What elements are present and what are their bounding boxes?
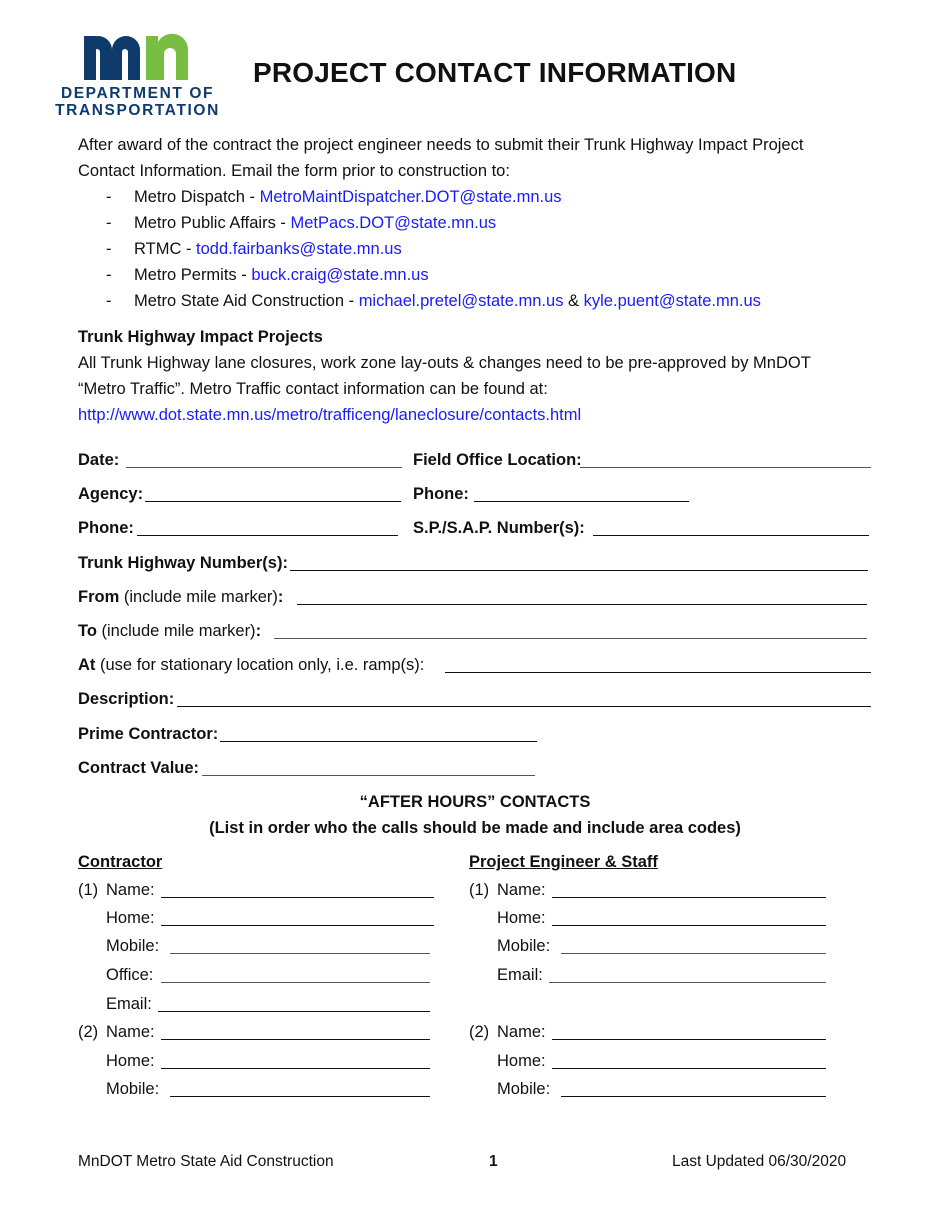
dash: -: [106, 266, 112, 284]
date-field[interactable]: [126, 467, 402, 468]
contractor-mobile-2-field[interactable]: [170, 1096, 430, 1097]
phone-2-label: Phone:: [78, 519, 134, 537]
contractor-number-2: (2): [78, 1023, 99, 1041]
to-field[interactable]: [274, 638, 867, 639]
recipient-label: Metro Dispatch -: [134, 188, 260, 206]
contractor-home-2-field[interactable]: [161, 1068, 430, 1069]
engineer-mobile-2-label: Mobile:: [497, 1080, 551, 1098]
phone-2-field[interactable]: [137, 535, 398, 536]
intro-line-2: Contact Information. Email the form prior to construction to:: [78, 162, 510, 180]
email-link[interactable]: todd.fairbanks@state.mn.us: [196, 240, 402, 258]
engineer-home-1-field[interactable]: [552, 925, 826, 926]
from-label: [78, 588, 283, 607]
after-hours-title: “AFTER HOURS” CONTACTS: [359, 793, 591, 811]
agency-field[interactable]: [145, 501, 401, 502]
contractor-name-2-field[interactable]: [161, 1039, 430, 1040]
dash: -: [106, 292, 112, 310]
contractor-mobile-1-label: Mobile:: [106, 937, 160, 955]
contacts-url-link[interactable]: http://www.dot.state.mn.us/metro/trafficeng/laneclosure/contacts.html: [78, 406, 582, 424]
engineer-mobile-1-label: Mobile:: [497, 937, 551, 955]
recipient-label: Metro Permits -: [134, 266, 252, 284]
page-number: 1: [489, 1153, 498, 1170]
contractor-email-1-label: Email:: [106, 995, 152, 1013]
contractor-mobile-2-label: Mobile:: [106, 1080, 160, 1098]
engineer-mobile-2-field[interactable]: [561, 1096, 826, 1097]
to-colon: :: [255, 622, 262, 640]
at-field[interactable]: [445, 672, 871, 673]
email-link[interactable]: MetPacs.DOT@state.mn.us: [290, 214, 497, 232]
engineer-home-1-label: Home:: [497, 909, 546, 927]
contractor-heading: Contractor: [78, 853, 163, 871]
recipient-label: RTMC -: [134, 240, 197, 258]
engineer-name-1-label: Name:: [497, 881, 546, 899]
phone-label: Phone:: [413, 485, 469, 503]
to-label: [78, 622, 261, 641]
engineer-home-2-field[interactable]: [552, 1068, 826, 1069]
list-item: [78, 236, 761, 262]
trunk-heading: Trunk Highway Impact Projects: [78, 328, 323, 346]
prime-contractor-label: Prime Contractor:: [78, 725, 219, 743]
description-field[interactable]: [177, 706, 871, 707]
description-label: Description:: [78, 690, 175, 708]
list-item: [78, 210, 761, 236]
list-item: [78, 288, 761, 314]
logo-text-department: DEPARTMENT OF: [60, 85, 215, 102]
trunk-line-2: “Metro Traffic”. Metro Traffic contact information can be found at:: [78, 380, 548, 398]
phone-field[interactable]: [474, 501, 689, 502]
mndot-logo: [50, 28, 225, 123]
trunk-numbers-field[interactable]: [290, 570, 868, 571]
engineer-name-2-field[interactable]: [552, 1039, 826, 1040]
contractor-number-1: (1): [78, 881, 99, 899]
trunk-numbers-label: Trunk Highway Number(s):: [78, 554, 288, 572]
at-label: [78, 656, 424, 675]
footer-left: MnDOT Metro State Aid Construction: [78, 1153, 334, 1170]
email-link[interactable]: michael.pretel@state.mn.us: [358, 292, 564, 310]
engineer-number-2: (2): [469, 1023, 490, 1041]
email-link[interactable]: buck.craig@state.mn.us: [251, 266, 429, 284]
engineer-email-1-label: Email:: [497, 966, 543, 984]
engineer-heading: Project Engineer & Staff: [469, 853, 658, 871]
email-joiner: &: [563, 292, 584, 310]
contractor-email-1-field[interactable]: [158, 1011, 430, 1012]
from-rest: (include mile marker): [119, 588, 278, 606]
after-hours-subtitle: (List in order who the calls should be made and include area codes): [209, 819, 741, 837]
contractor-mobile-1-field[interactable]: [170, 953, 430, 954]
agency-label: Agency:: [78, 485, 144, 503]
at-rest: (use for stationary location only, i.e. ramp(s):: [95, 656, 425, 674]
prime-contractor-field[interactable]: [220, 741, 537, 742]
contractor-home-1-field[interactable]: [161, 925, 434, 926]
dash: -: [106, 188, 112, 206]
engineer-name-2-label: Name:: [497, 1023, 546, 1041]
engineer-mobile-1-field[interactable]: [561, 953, 826, 954]
logo-text-transportation: TRANSPORTATION: [55, 102, 220, 119]
to-bold: To: [78, 622, 97, 640]
recipient-label: Metro Public Affairs -: [134, 214, 291, 232]
contractor-name-1-label: Name:: [106, 881, 155, 899]
recipient-list: [78, 184, 761, 314]
from-colon: :: [277, 588, 284, 606]
dash: -: [106, 214, 112, 232]
from-field[interactable]: [297, 604, 867, 605]
contract-value-label: Contract Value:: [78, 759, 200, 777]
to-rest: (include mile marker): [96, 622, 256, 640]
contractor-home-1-label: Home:: [106, 909, 155, 927]
contract-value-field[interactable]: [202, 775, 535, 776]
engineer-number-1: (1): [469, 881, 490, 899]
dash: -: [106, 240, 112, 258]
recipient-label: Metro State Aid Construction -: [134, 292, 359, 310]
contractor-office-1-field[interactable]: [161, 982, 430, 983]
field-office-field[interactable]: [580, 467, 871, 468]
contractor-home-2-label: Home:: [106, 1052, 155, 1070]
contractor-name-2-label: Name:: [106, 1023, 155, 1041]
engineer-name-1-field[interactable]: [552, 897, 826, 898]
at-bold: At: [78, 656, 96, 674]
sp-sap-field[interactable]: [593, 535, 869, 536]
list-item: [78, 262, 761, 288]
engineer-home-2-label: Home:: [497, 1052, 546, 1070]
trunk-line-1: All Trunk Highway lane closures, work zone lay-outs & changes need to be pre-approved by MnDOT: [78, 354, 811, 372]
contractor-name-1-field[interactable]: [161, 897, 434, 898]
mn-logo-mark: [50, 28, 225, 83]
email-link-2[interactable]: kyle.puent@state.mn.us: [583, 292, 761, 310]
contractor-office-1-label: Office:: [106, 966, 154, 984]
email-link[interactable]: MetroMaintDispatcher.DOT@state.mn.us: [259, 188, 562, 206]
date-label: Date:: [78, 451, 120, 469]
footer-last-updated: Last Updated 06/30/2020: [672, 1153, 847, 1170]
from-bold: From: [78, 588, 120, 606]
intro-line-1: After award of the contract the project engineer needs to submit their Trunk Highway Impact Project: [78, 136, 804, 154]
list-item: [78, 184, 761, 210]
field-office-label: Field Office Location:: [413, 451, 582, 469]
sp-sap-label: S.P./S.A.P. Number(s):: [413, 519, 585, 537]
page-title: PROJECT CONTACT INFORMATION: [253, 57, 737, 88]
engineer-email-1-field[interactable]: [549, 982, 826, 983]
